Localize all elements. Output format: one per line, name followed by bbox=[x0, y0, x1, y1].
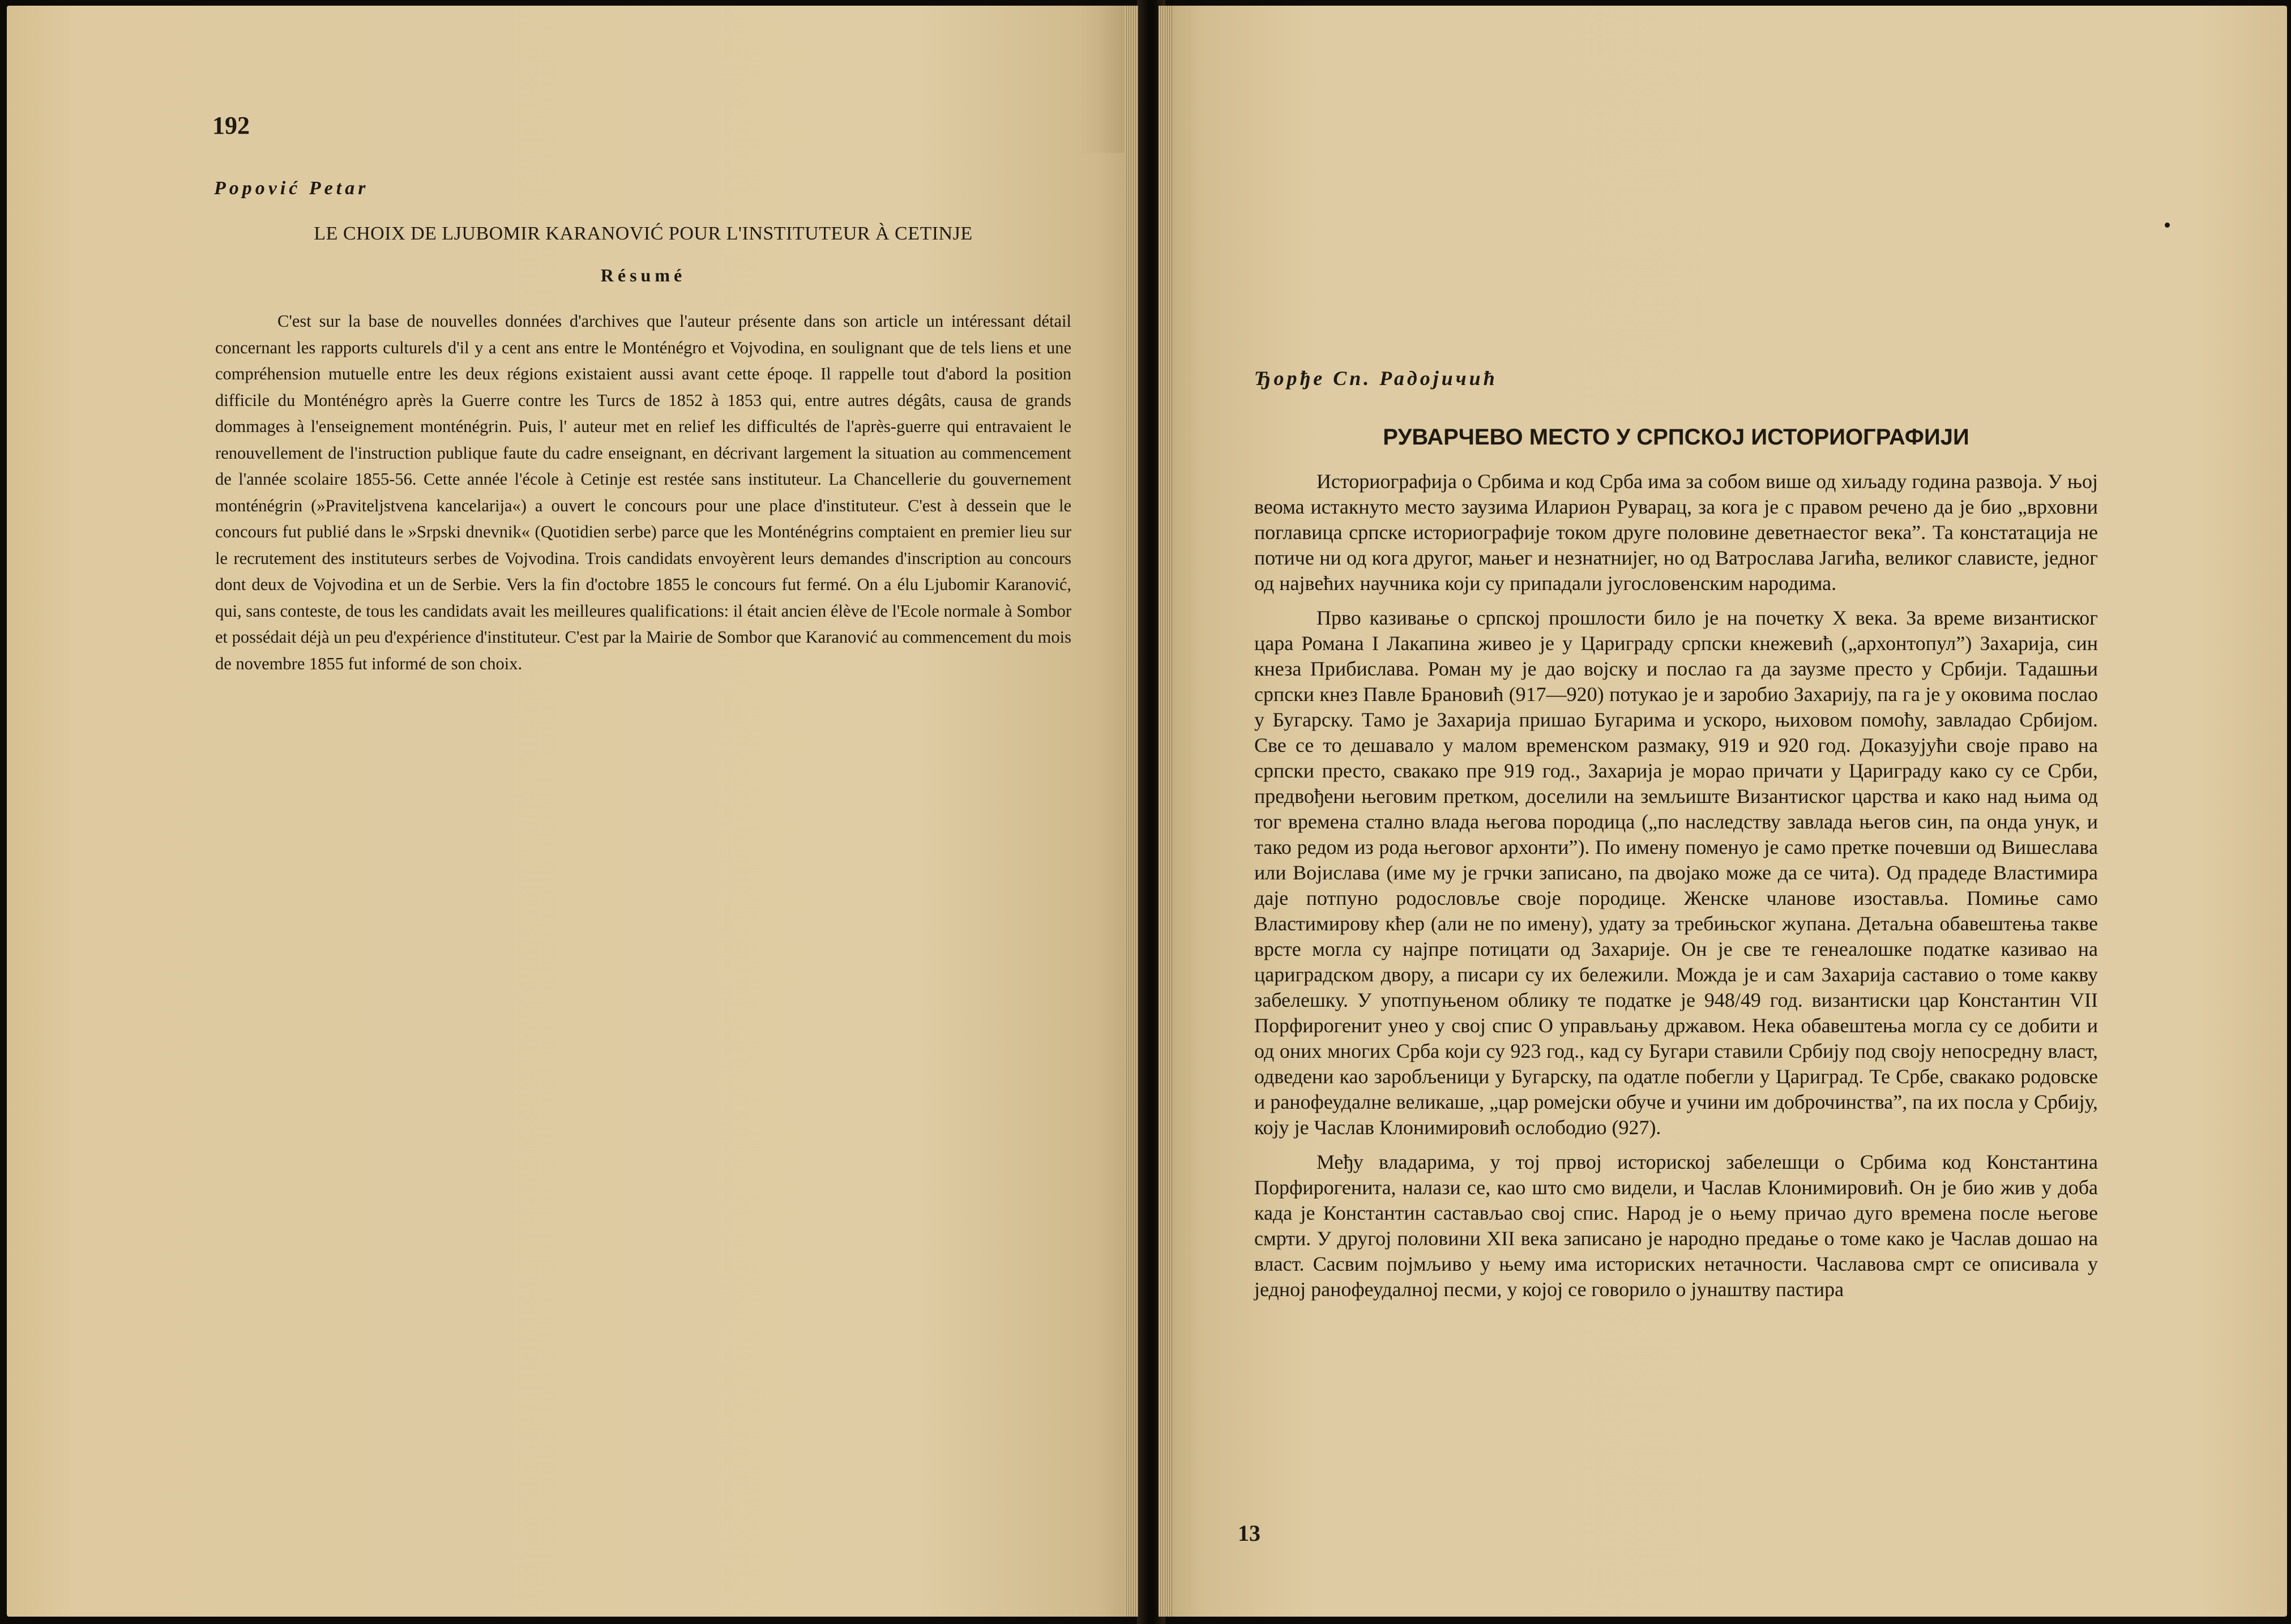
page-edges-left bbox=[1125, 6, 1138, 1617]
article-body bbox=[1254, 469, 2098, 1311]
author-left: Popović Petar bbox=[214, 178, 369, 199]
article-paragraph: Међу владарима, у тој првој историској забелешци о Србима код Константина Порфирогенита, налази се, као што смо видели, и Часлав Клонимировић. Он је био жив у доба када је Константин састављао свој спис. Народ је о њему причао дуго времена после његове смрти. У другој половини XII века записано је народно предање о томе како је Часлав дошао на власт. Сасвим појмљиво у њему има историских нетачности. Чаславова смрт се описивала у једној ранофеудалној песми, у којој се говорило о јунаштву пастира bbox=[1254, 1151, 2098, 1301]
resume-heading: Résumé bbox=[600, 265, 686, 285]
page-number-left: 192 bbox=[212, 112, 250, 139]
article-paragraph: Историографија о Србима и код Срба има за собом више од хиљаду година развоја. У њој веома истакнуто место заузима Иларион Руварац, за кога је с правом речено да је био „врховни поглавица српске историографије током друге половине деветнаестог века”. Та констатација не потиче ни од кога другог, мањег и незнатнијег, но од Ватрослава Јагића, великог слависте, једног од највећих научника који су припадали југословенским народима. bbox=[1254, 470, 2098, 595]
page-edges-right bbox=[1159, 6, 1172, 1617]
page-number-right: 13 bbox=[1238, 1520, 1260, 1546]
resume-paragraph: C'est sur la base de nouvelles données d'archives que l'auteur présente dans son article un intéressant détail concernant les rapports culturels d'il y a cent ans entre le Monténégro et Vojvodina, en soulignant que de tels liens et une compréhension mutuelle entre les deux régions existaient aussi avant cette époqe. Il rappelle tout d'abord la position difficile du Monténégro après la Guerre contre les Turcs de 1852 à 1853 qui, entre autres dégâts, causa de grands dommages à l'enseignement monténégrin. Puis, l' auteur met en relief les difficultés de l'après-guerre qui entravaient le renouvellement de l'instruction publique faute du cadre enseignant, en décrivant largement la situation au commencement de l'année scolaire 1855-56. Cette année l'école à Cetinje est restée sans instituteur. La Chancellerie du gouvernement monténégrin (»Praviteljstvena kancelarija«) a ouvert le concours pour une place d'instituteur. C'est à dessein que le concours fut publié dans le »Srpski dnevnik« (Quotidien serbe) parce que les Monténégrins comptaient en premier lieu sur le recrutement des instituteurs serbes de Vojvodina. Trois candidats envoyèrent leurs demandes d'inscription au concours dont deux de Vojvodina et un de Serbie. Vers la fin d'octobre 1855 le concours fut fermé. On a élu Ljubomir Karanović, qui, sans conteste, de tous les candidats avait les meilleures qualifications: il était ancien élève de l'Ecole normale à Sombor et possédait déjà un peu d'expérience d'instituteur. C'est par la Mairie de Sombor que Karanović au commencement du mois de novembre 1855 fut informé de son choix. bbox=[215, 311, 1071, 673]
article-title-left: LE CHOIX DE LJUBOMIR KARANOVIĆ POUR L'INSTITUTEUR À CETINJE bbox=[314, 223, 973, 244]
article-paragraph: Прво казивање о српској прошлости било је на почетку X века. За време византиског цара Романа I Лакапина живео је у Цариграду српски кнежевић („архонтопул”) Захарија, син кнеза Прибислава. Роман му је дао војску и послао га да заузме престо у Србији. Тадашњи српски кнез Павле Брановић (917—920) потукао је и заробио Захарију, па га је у оковима послао у Бугарску. Тамо је Захарија пришао Бугарима и ускоро, њиховом помоћу, завладао Србијом. Све се то дешавало у малом временском размаку, 919 и 920 год. Доказујући своје право на српски престо, свакако пре 919 год., Захарија је морао причати у Цариграду како су се Срби, предвођени његовим претком, доселили на земљиште Византиског царства и како над њима од тог времена стално влада његова породица („по наследству завлада његов син, па онда унук, и тако редом из рода његовог архонти”). По имену поменуо је само претке почевши од Вишеслава или Војислава (име му је грчки записано, па двојако може да се чита). Од прадеде Властимира даје потпуно родословље своје породице. Женске чланове изоставља. Помиње само Властимирову кћер (али не по имену), удату за требињског жупана. Детаљна обавештења такве врсте могла су најпре потицати од Захарије. Он је све те генеалошке податке казивао на цариградском двору, а писари су их бележили. Можда је и сам Захарија саставио о томе какву забелешку. У употпуњеном облику те податке је 948/49 год. византиски цар Константин VII Порфирогенит унео у свој спис О управљању државом. Нека обавештења могла су се добити и од оних многих Срба који су 923 год., кад су Бугари ставили Србију под своју непосредну власт, одведени као заробљеници у Бугарску, па одатле побегли у Цариград. Те Србе, свакако родовске и ранофеудалне великаше, „цар ромејски обуче и учини им доброчинства”, па их посла у Србију, коју је Часлав Клонимировић ослободио (927). bbox=[1254, 606, 2098, 1139]
resume-body bbox=[215, 308, 1071, 677]
ink-spot bbox=[2165, 223, 2170, 228]
article-title-right: РУВАРЧЕВО МЕСТО У СРПСКОЈ ИСТОРИОГРАФИЈИ bbox=[1383, 425, 1969, 450]
left-page bbox=[7, 6, 1144, 1617]
author-right: Ђорђе Сп. Радојичић bbox=[1254, 367, 1498, 390]
